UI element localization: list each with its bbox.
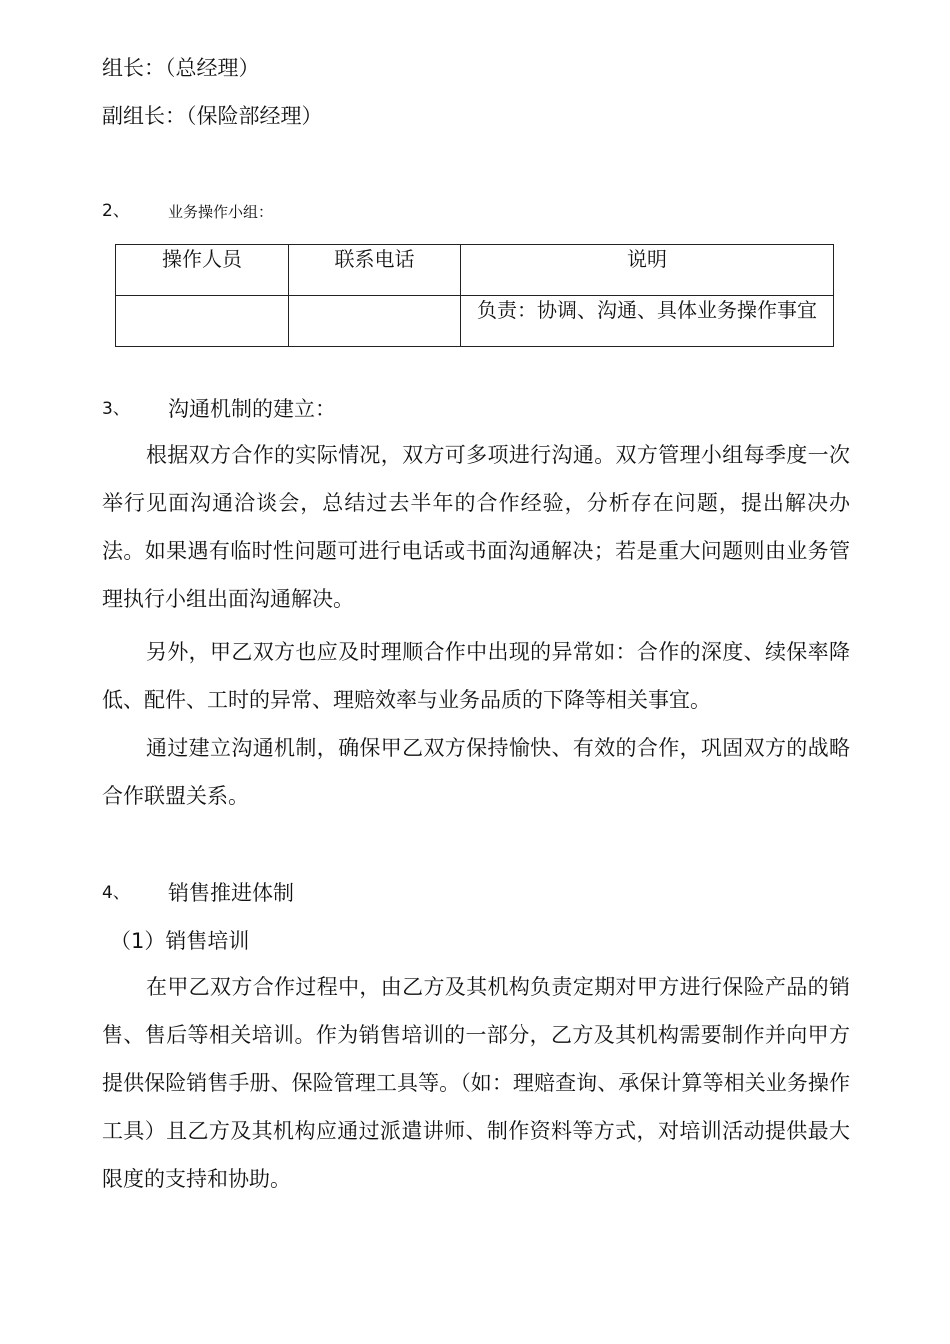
section-4-number: 4、 [102,883,130,903]
section-3-paragraph-3: 通过建立沟通机制，确保甲乙双方保持愉快、有效的合作，巩固双方的战略合作联盟关系。 [102,736,850,808]
table-cell-operator [116,296,289,347]
section-4-paragraph-1: 在甲乙双方合作过程中，由乙方及其机构负责定期对甲方进行保险产品的销售、售后等相关培训。作为销售培训的一部分，乙方及其机构需要制作并向甲方提供保险销售手册、保险管理工具等。（如：理赔查询、承保计算等相关业务操作工具）且乙方及其机构应通过派遣讲师、制作资料等方式，对培训活动提供最大限度的支持和协助。 [102,975,850,1191]
table-header-cell: 操作人员 [116,245,289,296]
section-4-title: 销售推进体制 [168,881,294,905]
section-2-title: 业务操作小组： [168,203,274,221]
operations-team-table [115,244,834,347]
table-row [116,296,834,347]
section-3-number: 3、 [102,399,130,419]
table-header-row [116,245,834,296]
section-3-paragraph-2: 另外，甲乙双方也应及时理顺合作中出现的异常如：合作的深度、续保率降低、配件、工时的异常、理赔效率与业务品质的下降等相关事宜。 [102,640,850,712]
table-header-cell: 说明 [461,245,834,296]
table-cell-phone [289,296,461,347]
table-cell-description: 负责：协调、沟通、具体业务操作事宜 [461,296,834,347]
section-3-title: 沟通机制的建立： [168,397,336,421]
leader-line: 组长：（总经理） [102,56,260,80]
section-4-subtitle-1: （1）销售培训 [110,929,250,953]
table-header-cell: 联系电话 [289,245,461,296]
section-2-number: 2、 [102,201,130,221]
section-3-paragraph-1: 根据双方合作的实际情况，双方可多项进行沟通。双方管理小组每季度一次举行见面沟通洽谈会，总结过去半年的合作经验，分析存在问题，提出解决办法。如果遇有临时性问题可进行电话或书面沟通解决；若是重大问题则由业务管理执行小组出面沟通解决。 [102,443,850,611]
deputy-leader-line: 副组长：（保险部经理） [102,104,323,128]
